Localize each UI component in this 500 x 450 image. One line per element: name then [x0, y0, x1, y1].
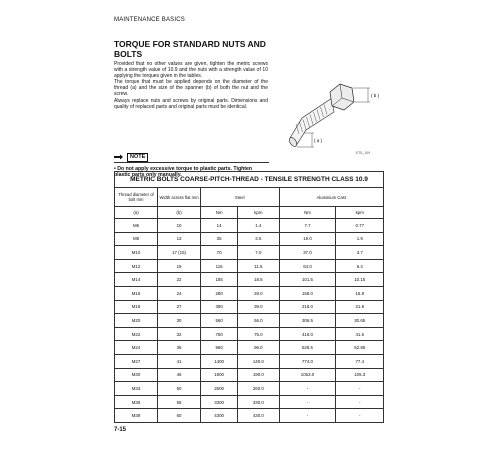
unit-cell: Nm [201, 207, 238, 219]
table-unit-row [115, 207, 384, 219]
table-cell: 75.0 [238, 327, 279, 341]
table-cell: 158.0 [279, 286, 336, 300]
table-cell: 330.0 [238, 395, 279, 409]
page-title: TORQUE FOR STANDARD NUTS AND BOLTS [114, 39, 266, 59]
table-cell: 1053.0 [279, 368, 336, 382]
table-row [115, 219, 384, 233]
table-cell: M22 [115, 327, 158, 341]
table-cell: 560 [201, 314, 238, 328]
table-cell: - [279, 382, 336, 396]
paragraph-3: Always replace nuts and screws by original parts. Dimensions and quality of replaced parts and original parts must be identical. [114, 97, 268, 110]
table-cell: M39 [115, 409, 158, 423]
bolt-shaft [288, 98, 334, 148]
table-row [115, 395, 384, 409]
table-caption: METRIC BOLTS COARSE-PITCH-THREAD - TENSILE STRENGTH CLASS 10.9 [115, 172, 384, 188]
table-cell: 140.0 [238, 354, 279, 368]
torque-table [114, 171, 384, 423]
table-cell: 21.8 [336, 300, 384, 314]
table-row [115, 409, 384, 423]
section-header: MAINTENANCE BASICS [114, 17, 185, 23]
table-cell: 218.0 [279, 300, 336, 314]
body-text [114, 61, 268, 110]
table-cell: 60 [158, 409, 201, 423]
header-thread-diameter: Thread diameter of bolt mm [115, 188, 158, 207]
table-cell: 70 [201, 246, 238, 260]
table-cell: M33 [115, 382, 158, 396]
torque-table-wrap [114, 171, 384, 423]
table-cell: 35 [201, 232, 238, 246]
table-cell: 101.5 [279, 273, 336, 287]
table-cell: 19.0 [279, 232, 336, 246]
table-cell: 3.5 [238, 232, 279, 246]
table-cell: 0.77 [336, 219, 384, 233]
paragraph-1: Provided that no other values are given, tighten the metric screws with a strength value of 10.9 and the nuts with a strength value of 10 applying the torques given in the tables. [114, 61, 268, 80]
table-cell: M30 [115, 368, 158, 382]
table-cell: 18.5 [238, 273, 279, 287]
label-b: ( b ) [371, 93, 380, 98]
table-cell: 77.4 [336, 354, 384, 368]
table-cell: 27 [158, 300, 201, 314]
table-cell: 41 [158, 354, 201, 368]
note-text: • Do not apply excessive torque to plastic parts. Tighten plastic parts only manually. [114, 166, 253, 179]
table-cell: 50 [158, 382, 201, 396]
table-cell: 390 [201, 300, 238, 314]
table-cell: 19 [158, 259, 201, 273]
label-a: ( a ) [314, 138, 323, 143]
table-cell: 55 [158, 395, 201, 409]
table-cell: M24 [115, 341, 158, 355]
table-row [115, 232, 384, 246]
table-cell: 10.15 [336, 273, 384, 287]
table-cell: 1400 [201, 354, 238, 368]
table-cell: 96.0 [238, 341, 279, 355]
table-row [115, 246, 384, 260]
table-cell: M27 [115, 354, 158, 368]
dimension-b [353, 88, 370, 102]
table-cell: 17 (15) [158, 246, 201, 260]
table-cell: 52.85 [336, 341, 384, 355]
table-cell: 30.65 [336, 314, 384, 328]
table-cell: 39.0 [238, 300, 279, 314]
table-cell: 7.0 [238, 246, 279, 260]
table-cell: 64.0 [279, 259, 336, 273]
table-cell: 306.5 [279, 314, 336, 328]
table-cell: 41.6 [336, 327, 384, 341]
table-cell: M16 [115, 286, 158, 300]
table-cell: 4300 [201, 409, 238, 423]
table-cell: M8 [115, 232, 158, 246]
table-cell: 46 [158, 368, 201, 382]
table-cell: 15.8 [336, 286, 384, 300]
table-cell: 10 [158, 219, 201, 233]
unit-cell: Nm [279, 207, 336, 219]
figure-code: E75_109 [356, 151, 371, 155]
table-cell: 3.7 [336, 246, 384, 260]
table-row [115, 327, 384, 341]
table-cell: 2600 [201, 382, 238, 396]
divider [114, 162, 269, 163]
table-cell: - [279, 409, 336, 423]
table-cell: 7.7 [279, 219, 336, 233]
unit-cell: (b) [158, 207, 201, 219]
table-row [115, 273, 384, 287]
table-row [115, 300, 384, 314]
unit-cell: kpm [336, 207, 384, 219]
table-cell: 1900 [201, 368, 238, 382]
table-cell: 190.0 [238, 368, 279, 382]
table-cell: 960 [201, 341, 238, 355]
table-cell: 3300 [201, 395, 238, 409]
table-cell: M18 [115, 300, 158, 314]
unit-cell: (a) [115, 207, 158, 219]
table-cell: 260.0 [238, 382, 279, 396]
table-cell: 24 [158, 286, 201, 300]
table-cell: 774.0 [279, 354, 336, 368]
table-row [115, 259, 384, 273]
table-cell: 115 [201, 259, 238, 273]
table-body [115, 219, 384, 423]
header-steel: Steel [201, 188, 279, 207]
table-cell: 185 [201, 273, 238, 287]
unit-cell: kpm [238, 207, 279, 219]
table-cell: 13 [158, 232, 201, 246]
table-cell: M6 [115, 219, 158, 233]
table-cell: - [336, 395, 384, 409]
table-cell: M36 [115, 395, 158, 409]
table-cell: M14 [115, 273, 158, 287]
table-row [115, 341, 384, 355]
table-cell: 14 [201, 219, 238, 233]
table-row [115, 368, 384, 382]
table-cell: M10 [115, 246, 158, 260]
hand-pointer-icon [114, 153, 124, 161]
table-cell: 11.5 [238, 259, 279, 273]
page-number: 7-15 [114, 427, 127, 433]
table-cell: 56.0 [238, 314, 279, 328]
header-width-across-flat: Width across flat mm [158, 188, 201, 207]
table-cell: 28.0 [238, 286, 279, 300]
note-badge: NOTE [127, 153, 148, 162]
table-cell: 30 [158, 314, 201, 328]
table-cell: - [336, 409, 384, 423]
table-cell: 105.3 [336, 368, 384, 382]
table-cell: 416.0 [279, 327, 336, 341]
table-cell: 6.4 [336, 259, 384, 273]
table-cell: 750 [201, 327, 238, 341]
table-cell: 37.0 [279, 246, 336, 260]
table-cell: 280 [201, 286, 238, 300]
table-cell: - [336, 382, 384, 396]
table-row [115, 354, 384, 368]
table-row [115, 382, 384, 396]
header-aluminium: Aluminium Cast [279, 188, 384, 207]
table-cell: 36 [158, 341, 201, 355]
paragraph-2: The torque that must be applied depends on the diameter of the thread (a) and the size of the spanner (b) of both the nut and the screw. [114, 79, 268, 98]
table-cell: 1.4 [238, 219, 279, 233]
table-cell: 22 [158, 273, 201, 287]
table-row [115, 286, 384, 300]
bolt-head [330, 84, 354, 110]
table-cell: 32 [158, 327, 201, 341]
bolt-figure [274, 68, 384, 160]
table-cell: 430.0 [238, 409, 279, 423]
table-cell: 1.9 [336, 232, 384, 246]
table-cell: - [279, 395, 336, 409]
table-cell: M12 [115, 259, 158, 273]
table-cell: M20 [115, 314, 158, 328]
table-cell: 528.5 [279, 341, 336, 355]
table-header-row [115, 188, 384, 207]
table-row [115, 314, 384, 328]
